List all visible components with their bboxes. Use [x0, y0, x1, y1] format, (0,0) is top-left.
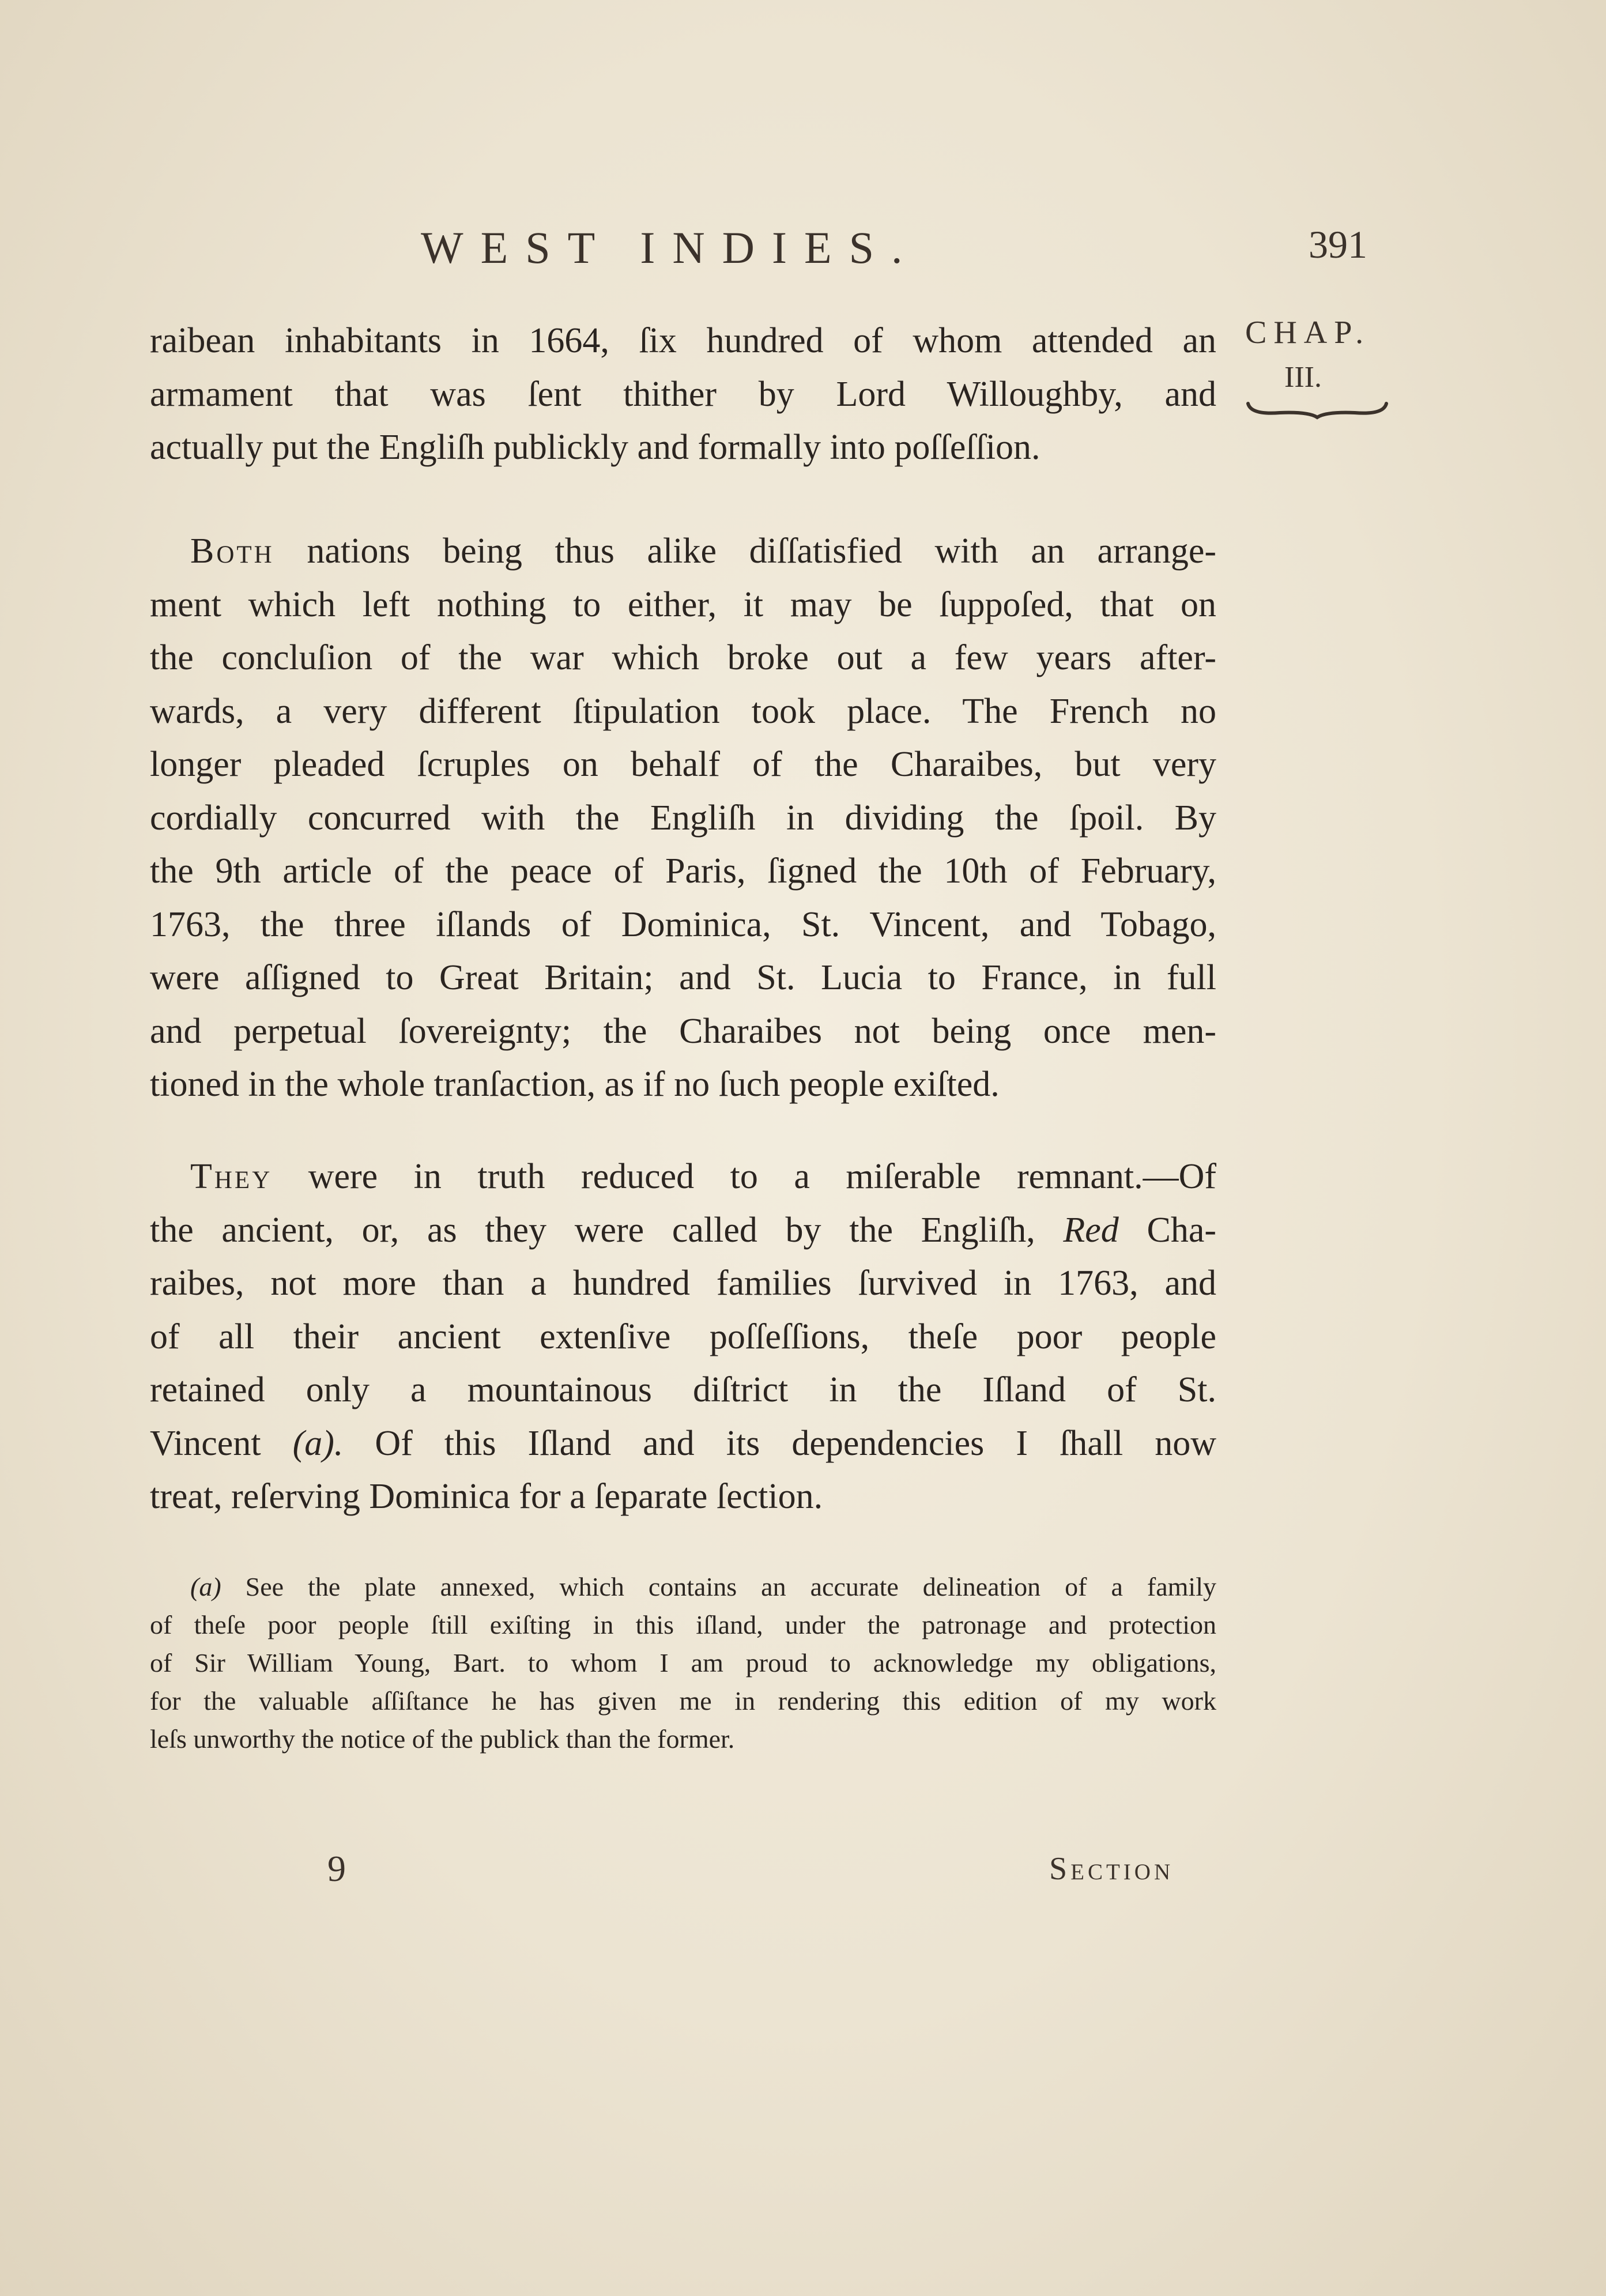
- text-line-content: were in truth reduced to a miſerable remnant.—Of: [272, 1157, 1216, 1196]
- footnote-line: for the valuable aſſiſtance he has given me in rendering this edition of my work: [150, 1686, 1216, 1716]
- chapter-number: III.: [1284, 361, 1322, 394]
- text-line: treat, reſerving Dominica for a ſeparate ſection.: [150, 1477, 823, 1516]
- italic-red-word: Red: [1063, 1210, 1119, 1250]
- text-line-content: the ancient, or, as they were called by the Engliſh,: [150, 1210, 1035, 1250]
- running-title: WEST INDIES.: [421, 223, 920, 273]
- text-line: raibean inhabitants in 1664, ſix hundred of whom attended an: [150, 321, 1216, 360]
- text-line-content: Vincent: [150, 1423, 261, 1463]
- text-line: tioned in the whole tranſaction, as if no ſuch people exiſted.: [150, 1065, 1000, 1104]
- footnote-line-content: See the plate annexed, which contains an accurate delineation of a family: [221, 1572, 1216, 1601]
- footnote: [150, 1568, 1216, 1758]
- text-line: cordially concurred with the Engliſh in dividing the ſpoil. By: [150, 798, 1216, 838]
- text-line: retained only a mountainous diſtrict in the Iſland of St.: [150, 1370, 1216, 1409]
- text-line: [150, 525, 1216, 578]
- text-line: 1763, the three iſlands of Dominica, St. Vincent, and Tobago,: [150, 904, 1216, 944]
- paragraph-1: [150, 314, 1216, 474]
- text-line: ment which left nothing to either, it may be ſuppoſed, that on: [150, 585, 1216, 624]
- footnote-reference: (a).: [292, 1423, 344, 1463]
- text-line: and perpetual ſovereignty; the Charaibes not being once men-: [150, 1011, 1216, 1051]
- footnote-line: leſs unworthy the notice of the publick than the former.: [150, 1724, 735, 1754]
- text-line: wards, a very different ſtipulation took place. The French no: [150, 691, 1216, 731]
- footnote-line: of Sir William Young, Bart. to whom I am proud to acknowledge my obligations,: [150, 1648, 1216, 1677]
- text-line: actually put the Engliſh publickly and formally into poſſeſſion.: [150, 428, 1040, 467]
- catchword: Section: [1049, 1851, 1174, 1887]
- text-line: raibes, not more than a hundred families ſurvived in 1763, and: [150, 1264, 1216, 1303]
- text-line: of all their ancient extenſive poſſeſſions, theſe poor people: [150, 1317, 1216, 1356]
- footnote-marker: (a): [190, 1572, 221, 1601]
- chapter-label: CHAP.: [1245, 315, 1371, 350]
- paragraph-lead-word: They: [190, 1157, 273, 1196]
- footnote-line: [150, 1568, 1216, 1606]
- paragraph-3: [150, 1150, 1216, 1524]
- text-line: the 9th article of the peace of Paris, ſigned the 10th of February,: [150, 851, 1216, 891]
- chapter-brace-ornament: [1245, 398, 1389, 421]
- paragraph-2: [150, 525, 1216, 1111]
- paragraph-lead-word: Both: [190, 531, 274, 571]
- text-line-content: Cha-: [1118, 1210, 1216, 1250]
- text-line: the concluſion of the war which broke out a few years after-: [150, 638, 1216, 677]
- text-line: [150, 1150, 1216, 1204]
- text-line: armament that was ſent thither by Lord Willoughby, and: [150, 374, 1216, 414]
- page-number: 391: [1309, 223, 1367, 266]
- signature-mark: 9: [327, 1848, 346, 1889]
- text-line-content: Of this Iſland and its dependencies I ſhall now: [343, 1423, 1217, 1463]
- text-line-content: nations being thus alike diſſatisfied with an arrange-: [274, 531, 1216, 571]
- text-line: [150, 1417, 1216, 1471]
- footnote-line: of theſe poor people ſtill exiſting in this iſland, under the patronage and protection: [150, 1610, 1216, 1639]
- text-line: were aſſigned to Great Britain; and St. Lucia to France, in full: [150, 958, 1216, 997]
- text-line: longer pleaded ſcruples on behalf of the Charaibes, but very: [150, 745, 1216, 784]
- text-line: [150, 1204, 1216, 1257]
